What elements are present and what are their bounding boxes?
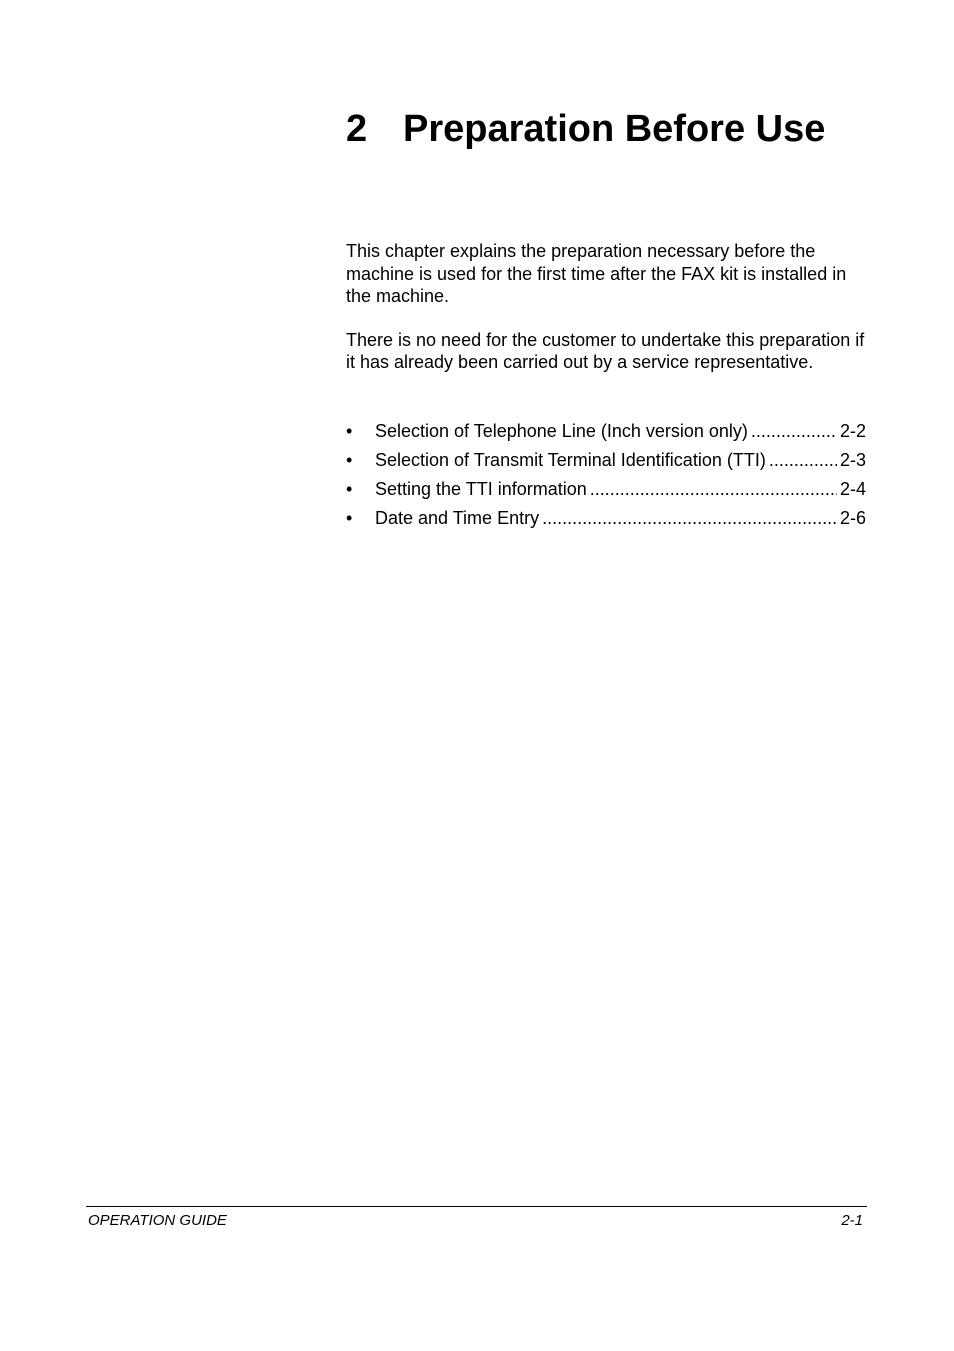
chapter-heading (346, 104, 825, 154)
chapter-title: Preparation Before Use (403, 108, 826, 150)
bullet-icon: • (346, 508, 353, 528)
toc-item-page: 2-4 (839, 479, 866, 499)
toc-item[interactable] (346, 448, 866, 477)
toc-item[interactable] (346, 506, 866, 535)
toc-item-title: Date and Time Entry (375, 508, 540, 528)
toc-dot-leader (769, 448, 837, 472)
bullet-icon: • (346, 479, 353, 499)
toc-item-title: Selection of Transmit Terminal Identification (TTI) (375, 450, 766, 470)
intro-text (346, 240, 871, 395)
toc-item-title: Setting the TTI information (375, 479, 587, 499)
toc-item-title: Selection of Telephone Line (Inch version only) (375, 421, 748, 441)
bullet-icon: • (346, 421, 353, 441)
footer-guide-title: OPERATION GUIDE (88, 1212, 227, 1229)
chapter-number: 2 (346, 108, 368, 150)
footer-page-number: 2-1 (841, 1212, 863, 1229)
intro-paragraph: There is no need for the customer to undertake this preparation if it has already been carried out by a service representative. (346, 329, 865, 372)
toc-item-page: 2-3 (839, 450, 866, 470)
toc-dot-leader (590, 477, 837, 501)
intro-paragraph: This chapter explains the preparation necessary before the machine is used for the first time after the FAX kit is installed in the machine. (346, 241, 847, 306)
toc-item[interactable] (346, 477, 866, 506)
toc-item-page: 2-6 (839, 508, 866, 528)
toc-item[interactable] (346, 419, 866, 448)
footer-divider (86, 1206, 867, 1207)
table-of-contents (346, 419, 866, 535)
bullet-icon: • (346, 450, 353, 470)
toc-dot-leader (751, 419, 837, 443)
toc-item-page: 2-2 (839, 421, 866, 441)
toc-dot-leader (542, 506, 837, 530)
